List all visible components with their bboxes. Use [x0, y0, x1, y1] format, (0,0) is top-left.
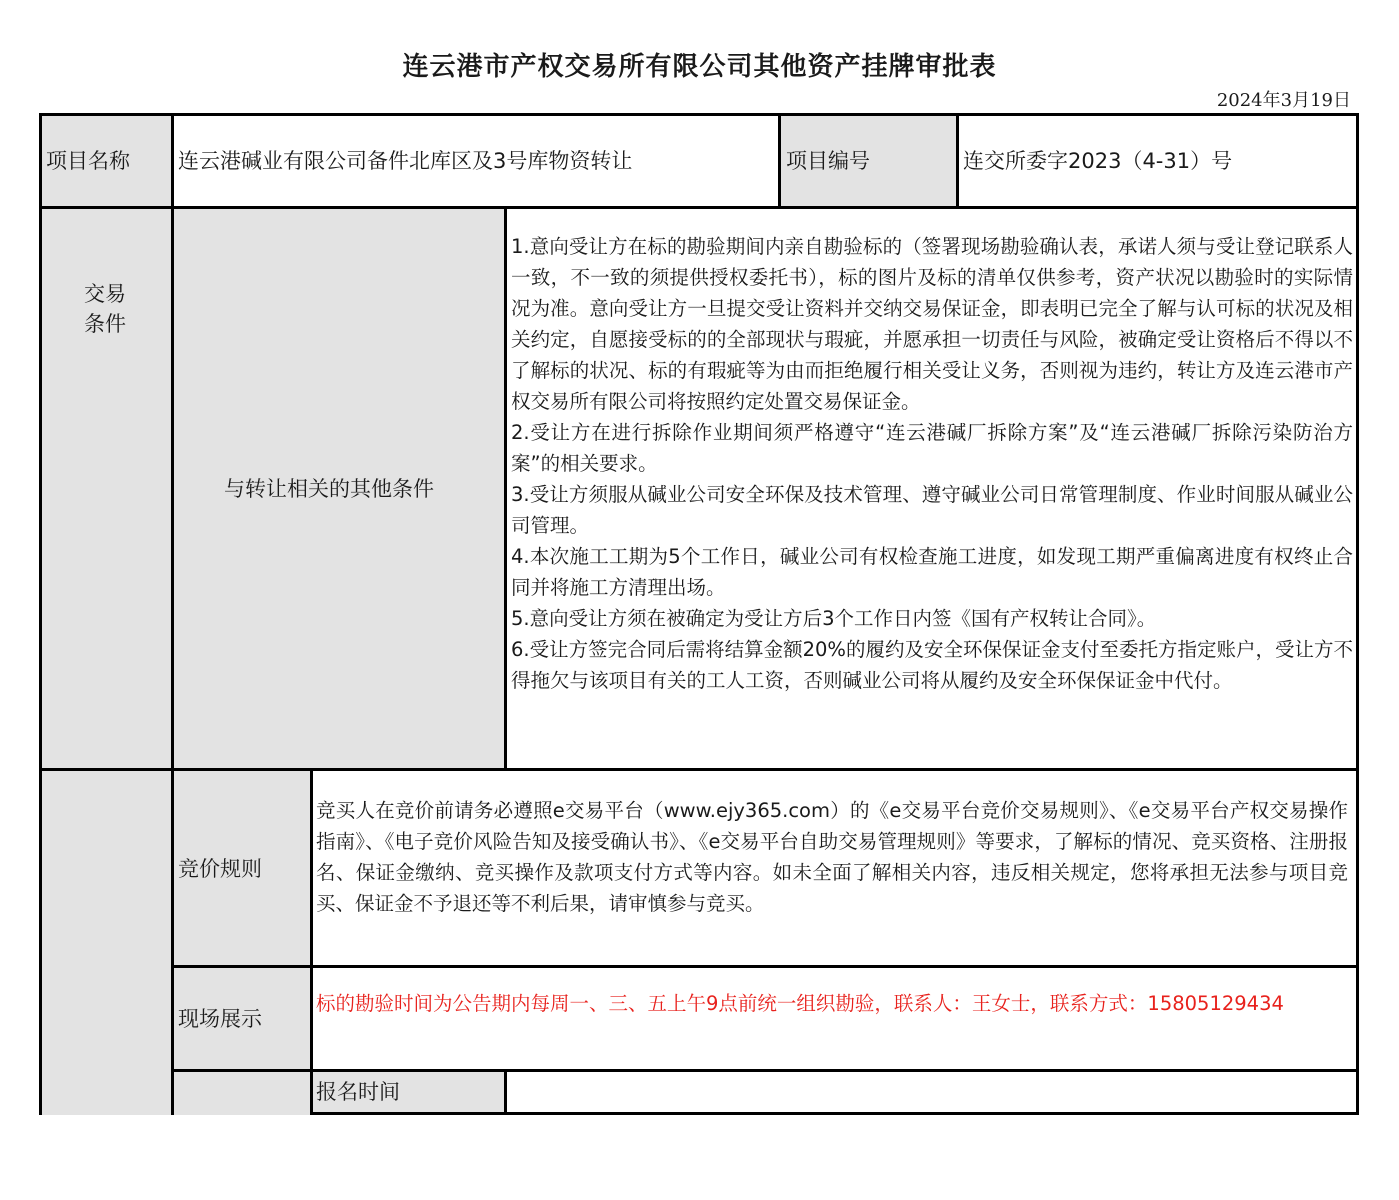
site-display-text: 标的勘验时间为公告期内每周一、三、五上午9点前统一组织勘验，联系人：王女士，联系方式：15805129434: [316, 992, 1284, 1015]
conditions-list: [511, 231, 1353, 696]
bidding-rules-label: 竞价规则: [178, 857, 262, 881]
row2-bottom-border: [40, 768, 1359, 771]
col-divider-no-value: [956, 113, 959, 208]
condition-item: 6.受让方签完合同后需将结算金额20%的履约及安全环保保证金支付至委托方指定账户，受让方不得拖欠与该项目有关的工人工资，否则碱业公司将从履约及安全环保保证金中代付。: [511, 638, 1353, 692]
trade-conditions-label-line2: 条件: [84, 312, 126, 336]
trade-conditions-label-line1: 交易: [84, 282, 126, 306]
bidding-bottom-border: [172, 965, 1359, 968]
table-left-border: [39, 113, 42, 1115]
row3-gray-sub: [172, 770, 312, 1115]
signup-time-label: 报名时间: [316, 1080, 400, 1104]
col-divider-name-no: [778, 113, 781, 208]
project-no-value: 连交所委字2023（4-31）号: [963, 149, 1233, 173]
project-name-value: 连云港碱业有限公司备件北库区及3号库物资转让: [178, 149, 633, 173]
project-no-label: 项目编号: [786, 149, 870, 173]
col-divider-1: [171, 113, 174, 1115]
other-conditions-label: 与转让相关的其他条件: [224, 477, 434, 501]
col-divider-conditions: [504, 208, 507, 770]
col-divider-row3: [310, 770, 313, 1115]
condition-item: 3.受让方须服从碱业公司安全环保及技术管理、遵守碱业公司日常管理制度、作业时间服从碱业公司管理。: [511, 483, 1353, 537]
row3-gray-left: [40, 770, 172, 1115]
site-display-label: 现场展示: [178, 1007, 262, 1031]
document-date: 2024年3月19日: [1216, 90, 1351, 111]
condition-item: 2.受让方在进行拆除作业期间须严格遵守“连云港碱厂拆除方案”及“连云港碱厂拆除污染防治方案”的相关要求。: [511, 421, 1353, 475]
project-name-label: 项目名称: [46, 149, 130, 173]
condition-item: 4.本次施工工期为5个工作日，碱业公司有权检查施工进度，如发现工期严重偏离进度有权终止合同并将施工方清理出场。: [511, 545, 1353, 599]
condition-item: 1.意向受让方在标的勘验期间内亲自勘验标的（签署现场勘验确认表，承诺人须与受让登记联系人一致，不一致的须提供授权委托书），标的图片及标的清单仅供参考，资产状况以勘验时的实际情况为准。意向受让方一旦提交受让资料并交纳交易保证金，即表明已完全了解与认可标的状况及相关约定，自愿接受标的的全部现状与瑕疵，并愿承担一切责任与风险，被确定受让资格后不得以不了解标的状况、标的有瑕疵等为由而拒绝履行相关受让义务，否则视为违约，转让方及连云港市产权交易所有限公司将按照约定处置交易保证金。: [511, 235, 1353, 413]
page-title: 连云港市产权交易所有限公司其他资产挂牌审批表: [402, 52, 997, 82]
col-divider-signup: [504, 1070, 507, 1115]
bidding-rules-text: 竞买人在竞价前请务必遵照e交易平台（www.ejy365.com）的《e交易平台竞价交易规则》、《e交易平台产权交易操作指南》、《电子竞价风险告知及接受确认书》、《e交易平台自助交易管理规则》等要求，了解标的情况、竞买资格、注册报名、保证金缴纳、竞买操作及款项支付方式等内容。如未全面了解相关内容，违反相关规定，您将承担无法参与项目竞买、保证金不予退还等不利后果，请审慎参与竞买。: [316, 799, 1348, 915]
row1-bottom-border: [40, 206, 1359, 209]
table-top-border: [40, 113, 1359, 116]
condition-item: 5.意向受让方须在被确定为受让方后3个工作日内签《国有产权转让合同》。: [511, 607, 1157, 630]
site-bottom-border: [172, 1069, 1359, 1072]
signup-bottom-border: [312, 1112, 1359, 1115]
